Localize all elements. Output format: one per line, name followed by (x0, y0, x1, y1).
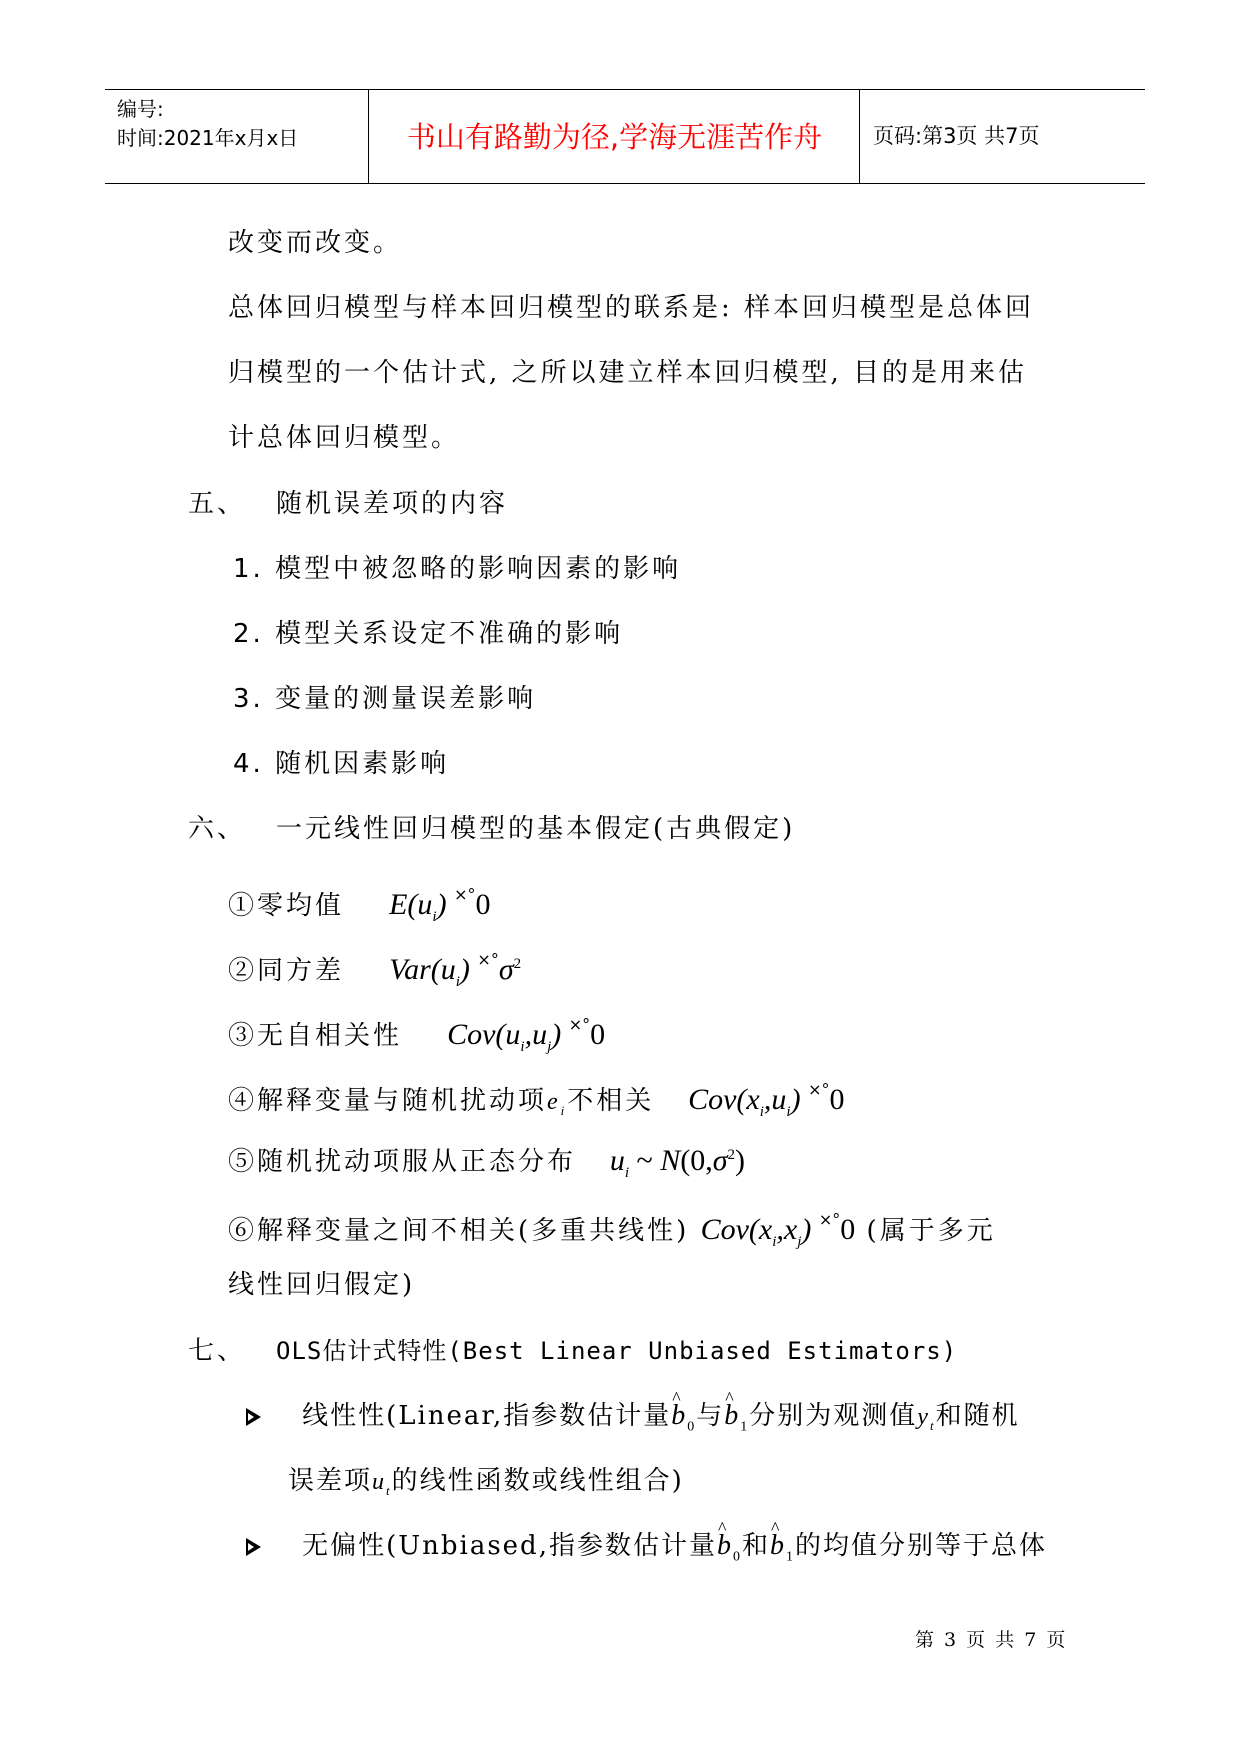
bullet-continuation: 误差项$u_t$的线性函数或线性组合) (288, 1466, 684, 1498)
section-title: 随机误差项的内容 (276, 489, 509, 519)
assumption-item: ⑥解释变量之间不相关(多重共线性) $Cov(x_i,x_j)$ ×°0 (属于多元 (228, 1210, 996, 1250)
assumption-item: ⑤随机扰动项服从正态分布 $u_i$ ~ $N(0,\sigma^2)$ (228, 1144, 746, 1181)
header-page-label: 页码:第3页 共7页 (873, 124, 1040, 148)
page-footer: 第 3 页 共 7 页 (915, 1629, 1068, 1651)
body-line: 改变而改变。 (228, 228, 403, 258)
formula: $Cov(u_i,u_j)$ ×°0 (447, 1015, 606, 1055)
assumption-item: ④解释变量与随机扰动项$e_i$不相关 $Cov(x_i,u_i)$ ×°0 (228, 1080, 845, 1120)
header-meta (117, 95, 298, 153)
page-header (105, 89, 1145, 184)
section-number: 六、 (188, 814, 247, 844)
arrow-bullet-icon (246, 1408, 261, 1426)
formula: $Cov(x_i,x_j)$ ×°0 (700, 1210, 856, 1250)
section-number: 五、 (188, 489, 247, 519)
formula: $u_i$ ~ $N(0,\sigma^2)$ (609, 1144, 746, 1181)
formula: $Var(u_i)$ $^{\times^\circ}\sigma^2$ (389, 950, 522, 990)
assumption-item: ③无自相关性 $Cov(u_i,u_j)$ ×°0 (228, 1015, 606, 1055)
section-title: 一元线性回归模型的基本假定(古典假定) (276, 814, 796, 844)
header-divider (368, 90, 369, 183)
serial-label: 编号: (117, 97, 164, 121)
bullet-item: 线性性(Linear,指参数估计量^ $b_0$与^ $b_1$分别为观测值$y_t$和随机 (246, 1399, 1020, 1445)
assumption-item: ②同方差 $Var(u_i)$ $^{\times^\circ}\sigma^2$ (228, 950, 522, 990)
assumption-item: ①零均值 $E(u_i)$ ×°0 (228, 885, 491, 925)
arrow-bullet-icon (246, 1538, 261, 1556)
header-divider (859, 90, 860, 183)
body-line: 计总体回归模型。 (228, 423, 461, 453)
section-number: 七、 (188, 1336, 247, 1366)
header-motto: 书山有路勤为径,学海无涯苦作舟 (406, 120, 823, 154)
list-item: 3. 变量的测量误差影响 (233, 684, 537, 714)
body-line: 线性回归假定) (228, 1270, 416, 1300)
list-item: 4. 随机因素影响 (233, 749, 450, 779)
formula: $E(u_i)$ ×°0 (389, 885, 491, 925)
list-item: 1. 模型中被忽略的影响因素的影响 (233, 554, 682, 584)
list-item: 2. 模型关系设定不准确的影响 (233, 619, 624, 649)
time-label: 时间:2021年x月x日 (117, 126, 299, 150)
section-title: OLS估计式特性(Best Linear Unbiased Estimators) (276, 1337, 958, 1365)
bullet-item: 无偏性(Unbiased,指参数估计量^ $b_0$和^ $b_1$的均值分别等于总体 (246, 1529, 1047, 1575)
formula: $Cov(x_i,u_i)$ ×°0 (688, 1080, 845, 1120)
body-line: 总体回归模型与样本回归模型的联系是: 样本回归模型是总体回 (228, 293, 1035, 323)
body-line: 归模型的一个估计式, 之所以建立样本回归模型, 目的是用来估 (228, 358, 1028, 388)
